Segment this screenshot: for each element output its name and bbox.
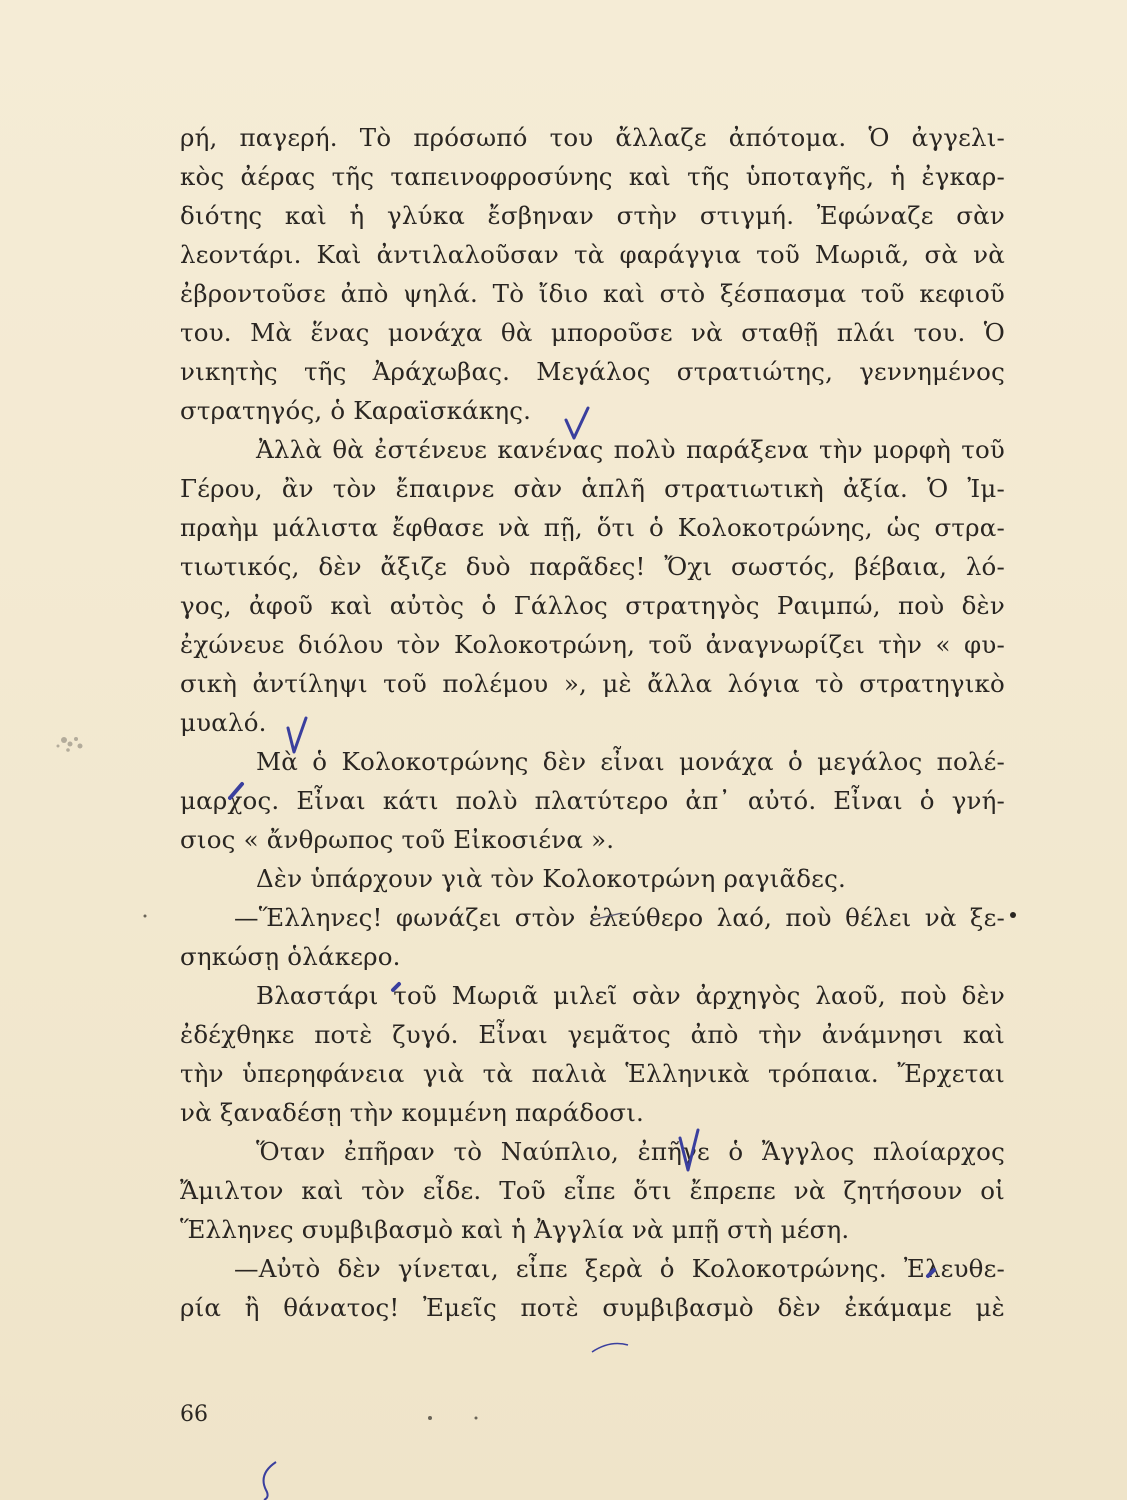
text-line: ρή, παγερή. Τὸ πρόσωπό του ἄλλαζε ἀπότομα. Ὁ ἀγγελι- <box>180 123 1005 152</box>
text-line: Δὲν ὑπάρχουν γιὰ τὸν Κολοκοτρώνη ραγιᾶδες. <box>256 864 846 893</box>
speck-icon <box>475 1417 478 1420</box>
text-line: γος, ἀφοῦ καὶ αὐτὸς ὁ Γάλλος στρατηγὸς Ραιμπώ, ποὺ δὲν <box>180 591 1005 620</box>
text-line: Ἀλλὰ θὰ ἐστένευε κανένας πολὺ παράξενα τὴν μορφὴ τοῦ <box>256 435 1005 464</box>
text-line: σιος « ἄνθρωπος τοῦ Εἰκοσιένα ». <box>180 825 615 854</box>
text-line: ἐδέχθηκε ποτὲ ζυγό. Εἶναι γεμᾶτος ἀπὸ τὴν ἀνάμνησι καὶ <box>180 1020 1005 1049</box>
text-line: λεοντάρι. Καὶ ἀντιλαλοῦσαν τὰ φαράγγια τοῦ Μωριᾶ, σὰ νὰ <box>180 240 1005 269</box>
text-line: σηκώσῃ ὁλάκερο. <box>180 942 401 971</box>
text-line: μυαλό. <box>180 708 267 737</box>
underline-mark-icon <box>592 1344 628 1352</box>
ink-smudge-icon <box>57 737 83 752</box>
text-line: κὸς ἀέρας τῆς ταπεινοφροσύνης καὶ τῆς ὑποταγῆς, ἡ ἐγκαρ- <box>180 162 1005 191</box>
body-text <box>180 118 1005 1327</box>
ink-dot-icon <box>1010 912 1016 918</box>
text-line: σικὴ ἀντίληψι τοῦ πολέμου », μὲ ἄλλα λόγια τὸ στρατηγικὸ <box>180 669 1005 698</box>
text-line: νὰ ξαναδέσῃ τὴν κομμένη παράδοσι. <box>180 1098 645 1127</box>
page-number: 66 <box>180 1402 208 1427</box>
text-line: Ὅταν ἐπῆραν τὸ Ναύπλιο, ἐπῆγε ὁ Ἄγγλος πλοίαρχος <box>256 1137 1005 1166</box>
speck-icon <box>428 1416 432 1420</box>
speck-icon <box>144 915 147 918</box>
text-line: πραὴμ μάλιστα ἔφθασε νὰ πῇ, ὅτι ὁ Κολοκοτρώνης, ὡς στρα- <box>180 513 1005 542</box>
text-line: —Ἕλληνες! φωνάζει στὸν ἐλεύθερο λαό, ποὺ θέλει νὰ ξε- <box>234 903 1005 932</box>
hook-mark-icon <box>264 1462 276 1500</box>
text-line: Βλαστάρι τοῦ Μωριᾶ μιλεῖ σὰν ἀρχηγὸς λαοῦ, ποὺ δὲν <box>256 981 1005 1010</box>
text-line: ἐχώνευε διόλου τὸν Κολοκοτρώνη, τοῦ ἀναγνωρίζει τὴν « φυ- <box>180 630 1005 659</box>
text-line: τιωτικός, δὲν ἄξιζε δυὸ παρᾶδες! Ὄχι σωστός, βέβαια, λό- <box>180 552 1005 581</box>
text-line: ρία ἢ θάνατος! Ἐμεῖς ποτὲ συμβιβασμὸ δὲν ἐκάμαμε μὲ <box>180 1293 1005 1322</box>
text-line: διότης καὶ ἡ γλύκα ἔσβηναν στὴν στιγμή. Ἐφώναζε σὰν <box>180 201 1005 230</box>
text-line: του. Μὰ ἕνας μονάχα θὰ μποροῦσε νὰ σταθῇ πλάι του. Ὁ <box>180 318 1005 347</box>
text-line: Γέρου, ἂν τὸν ἔπαιρνε σὰν ἁπλῆ στρατιωτικὴ ἀξία. Ὁ Ἰμ- <box>180 474 1005 503</box>
text-line: Μὰ ὁ Κολοκοτρώνης δὲν εἶναι μονάχα ὁ μεγάλος πολέ- <box>256 747 1005 776</box>
text-line: ἐβροντοῦσε ἀπὸ ψηλά. Τὸ ἴδιο καὶ στὸ ξέσπασμα τοῦ κεφιοῦ <box>180 279 1005 308</box>
text-line: στρατηγός, ὁ Καραϊσκάκης. <box>180 396 532 425</box>
text-line: μαρχος. Εἶναι κάτι πολὺ πλατύτερο ἀπ᾽ αὐτό. Εἶναι ὁ γνή- <box>180 786 1005 815</box>
text-line: τὴν ὑπερηφάνεια γιὰ τὰ παλιὰ Ἑλληνικὰ τρόπαια. Ἔρχεται <box>180 1059 1005 1088</box>
text-line: νικητὴς τῆς Ἀράχωβας. Μεγάλος στρατιώτης, γεννημένος <box>180 357 1005 386</box>
text-line: Ἕλληνες συμβιβασμὸ καὶ ἡ Ἀγγλία νὰ μπῇ στὴ μέση. <box>180 1215 850 1244</box>
text-line: Ἄμιλτον καὶ τὸν εἶδε. Τοῦ εἶπε ὅτι ἔπρεπε νὰ ζητήσουν οἱ <box>180 1176 1005 1205</box>
text-line: —Αὐτὸ δὲν γίνεται, εἶπε ξερὰ ὁ Κολοκοτρώνης. Ἐλευθε- <box>234 1254 1005 1283</box>
